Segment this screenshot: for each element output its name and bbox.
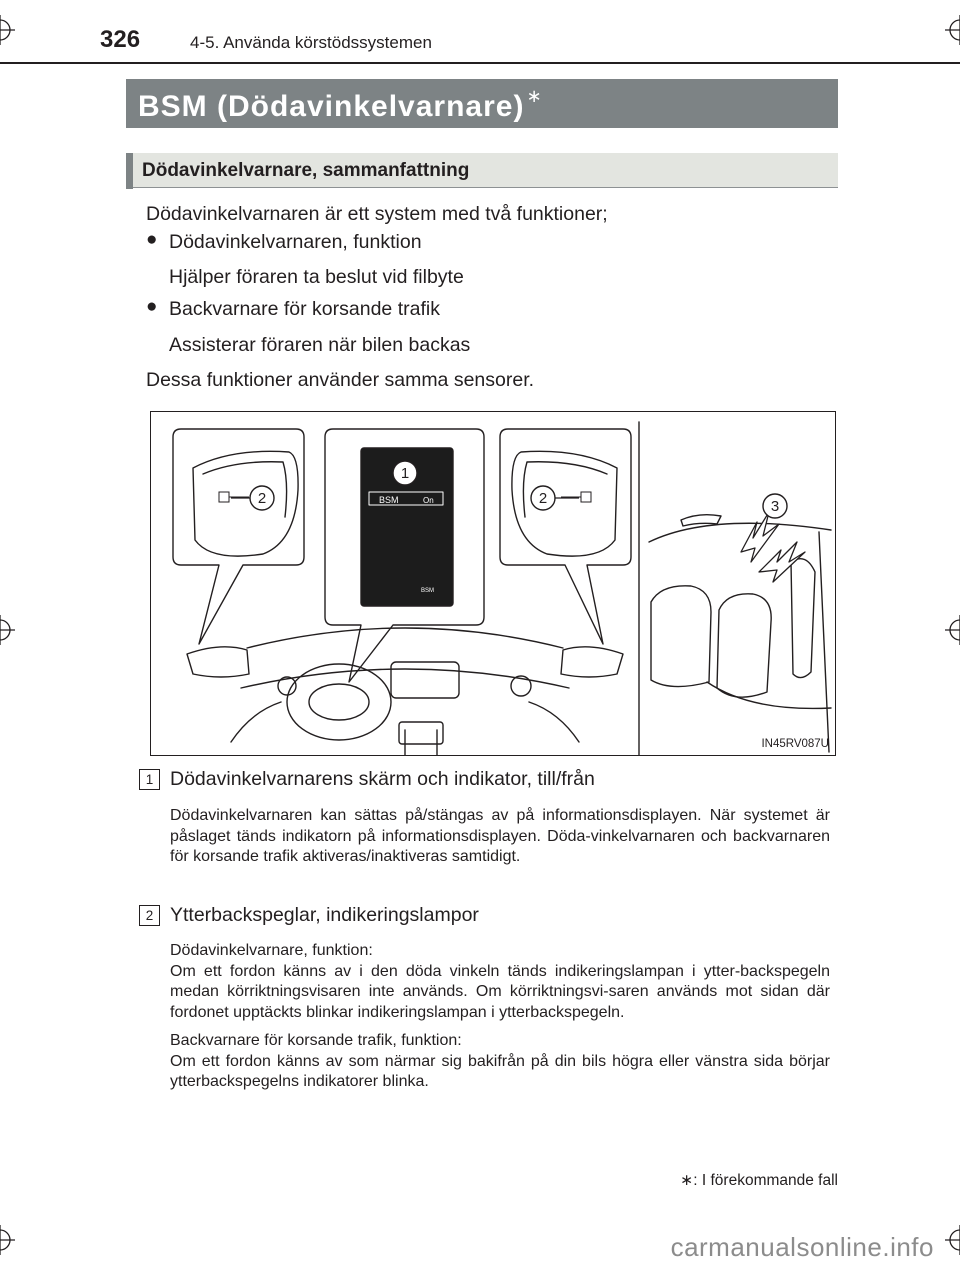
- bsm-illustration: [150, 411, 836, 756]
- display-footer-label: BSM: [421, 588, 435, 594]
- registration-mark-mid-left: [0, 615, 15, 645]
- bsm-illustration-drawing: [151, 412, 835, 755]
- callout-number: 3: [770, 498, 780, 515]
- item-title: Dödavinkelvarnarens skärm och indikator, till/från: [170, 768, 595, 790]
- callout-number: 2: [538, 490, 548, 507]
- bullet-icon: ●: [146, 229, 158, 250]
- item-title: Ytterbackspeglar, indikeringslampor: [170, 904, 479, 926]
- radar-signal-icon: [741, 512, 805, 582]
- callout-number: 2: [257, 490, 267, 507]
- registration-mark-top-right: [945, 15, 960, 45]
- subheading: Dödavinkelvarnare, sammanfattning: [126, 153, 838, 188]
- bullet-detail: Hjälper föraren ta beslut vid filbyte: [169, 266, 464, 288]
- page-number: 326: [100, 26, 141, 53]
- bullet-detail: Assisterar föraren när bilen backas: [169, 334, 471, 356]
- registration-mark-top-left: [0, 15, 15, 45]
- subheading-accent-bar: [126, 153, 133, 189]
- section-heading: [126, 79, 838, 128]
- item-paragraph: Dödavinkelvarnaren kan sättas på/stängas av på informationsdisplayen. När systemet är påslaget tänds indikatorn på informationsdisplayen. Döda-vinkelvarnaren och backvarnaren för korsande trafik aktiveras/inaktiveras samtidigt.: [170, 807, 830, 865]
- registration-mark-bottom-left: [0, 1225, 15, 1255]
- item-description: [170, 941, 830, 1093]
- figure-code: IN45RV087U: [761, 738, 829, 750]
- registration-mark-bottom-right: [945, 1225, 960, 1255]
- bullet-label: Backvarnare för korsande trafik: [169, 298, 440, 320]
- item-number-badge: 1: [139, 769, 160, 790]
- registration-mark-mid-right: [945, 615, 960, 645]
- display-on-label: On: [423, 496, 434, 505]
- header-rule: [0, 62, 960, 64]
- bullet-label: Dödavinkelvarnaren, funktion: [169, 231, 422, 253]
- item-description: [170, 806, 830, 868]
- intro-closing: Dessa funktioner använder samma sensorer.: [146, 369, 535, 391]
- footnote: ∗: I förekommande fall: [680, 1172, 838, 1189]
- item-number-badge: 2: [139, 905, 160, 926]
- section-heading-text: BSM (Dödavinkelvarnare): [138, 90, 525, 123]
- item-paragraph: Om ett fordon känns av som närmar sig bakifrån på din bils högra eller vänstra sida börjar ytterbackspegelns indikatorer blinka.: [170, 1052, 830, 1090]
- intro-lead: Dödavinkelvarnaren är ett system med två funktioner;: [146, 203, 608, 225]
- section-title: 4-5. Använda körstödssystemen: [190, 33, 432, 52]
- item-paragraph: Backvarnare för korsande trafik, funktion:: [170, 1032, 462, 1049]
- display-bsm-label: BSM: [379, 495, 399, 505]
- bullet-icon: ●: [146, 296, 158, 317]
- watermark: carmanualsonline.info: [670, 1232, 934, 1262]
- callout-number: 1: [400, 465, 410, 482]
- item-paragraph: Dödavinkelvarnare, funktion:: [170, 942, 373, 959]
- item-paragraph: Om ett fordon känns av i den döda vinkeln tänds indikeringslampan i ytter-backspegeln medan körriktningsvisaren inte används. Om körriktningsvi-saren används mot sidan där fordonet upptäckts blinkar indikeringslampan i ytterbackspegeln.: [170, 962, 830, 1021]
- optional-equipment-mark: ∗: [526, 86, 543, 106]
